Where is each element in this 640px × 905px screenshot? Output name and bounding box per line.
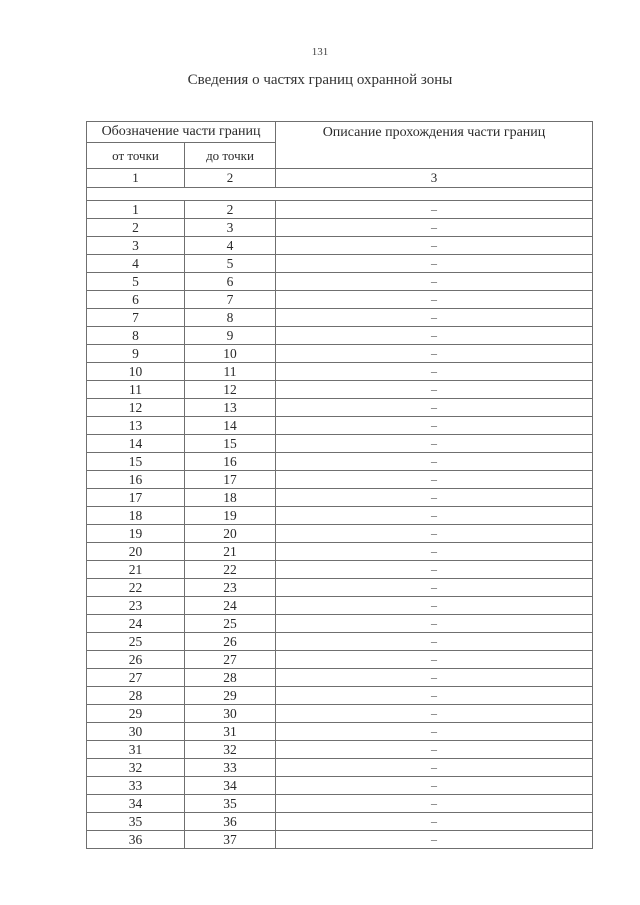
to-point-cell: 34 xyxy=(185,777,276,795)
table-row xyxy=(87,813,593,831)
to-point-cell: 12 xyxy=(185,381,276,399)
table-row xyxy=(87,273,593,291)
table-row xyxy=(87,615,593,633)
from-point-cell: 11 xyxy=(87,381,185,399)
from-point-cell: 17 xyxy=(87,489,185,507)
description-cell: – xyxy=(276,273,593,291)
description-cell: – xyxy=(276,381,593,399)
header-description: Описание прохождения части границ xyxy=(276,122,593,169)
table-row xyxy=(87,777,593,795)
table-row xyxy=(87,687,593,705)
description-cell: – xyxy=(276,489,593,507)
to-point-cell: 31 xyxy=(185,723,276,741)
description-cell: – xyxy=(276,435,593,453)
to-point-cell: 18 xyxy=(185,489,276,507)
table-row xyxy=(87,525,593,543)
table-row xyxy=(87,201,593,219)
table-row xyxy=(87,579,593,597)
column-number-row xyxy=(87,169,593,188)
header-part-designation: Обозначение части границ xyxy=(87,122,276,143)
table-row xyxy=(87,255,593,273)
description-cell: – xyxy=(276,615,593,633)
from-point-cell: 23 xyxy=(87,597,185,615)
to-point-cell: 17 xyxy=(185,471,276,489)
from-point-cell: 5 xyxy=(87,273,185,291)
description-cell: – xyxy=(276,327,593,345)
from-point-cell: 26 xyxy=(87,651,185,669)
table-row xyxy=(87,453,593,471)
to-point-cell: 7 xyxy=(185,291,276,309)
spacer-cell xyxy=(87,188,593,201)
to-point-cell: 6 xyxy=(185,273,276,291)
table-row xyxy=(87,345,593,363)
to-point-cell: 22 xyxy=(185,561,276,579)
description-cell: – xyxy=(276,255,593,273)
table-row xyxy=(87,471,593,489)
description-cell: – xyxy=(276,831,593,849)
to-point-cell: 11 xyxy=(185,363,276,381)
from-point-cell: 10 xyxy=(87,363,185,381)
to-point-cell: 3 xyxy=(185,219,276,237)
from-point-cell: 14 xyxy=(87,435,185,453)
from-point-cell: 16 xyxy=(87,471,185,489)
table-row xyxy=(87,831,593,849)
description-cell: – xyxy=(276,543,593,561)
from-point-cell: 15 xyxy=(87,453,185,471)
to-point-cell: 20 xyxy=(185,525,276,543)
from-point-cell: 6 xyxy=(87,291,185,309)
column-number-2: 2 xyxy=(185,169,276,188)
description-cell: – xyxy=(276,705,593,723)
description-cell: – xyxy=(276,399,593,417)
to-point-cell: 23 xyxy=(185,579,276,597)
description-cell: – xyxy=(276,237,593,255)
from-point-cell: 13 xyxy=(87,417,185,435)
from-point-cell: 7 xyxy=(87,309,185,327)
from-point-cell: 18 xyxy=(87,507,185,525)
table-row xyxy=(87,561,593,579)
from-point-cell: 22 xyxy=(87,579,185,597)
table-row xyxy=(87,219,593,237)
table-row xyxy=(87,309,593,327)
to-point-cell: 14 xyxy=(185,417,276,435)
table-row xyxy=(87,669,593,687)
description-cell: – xyxy=(276,417,593,435)
description-cell: – xyxy=(276,633,593,651)
description-cell: – xyxy=(276,651,593,669)
table-row xyxy=(87,597,593,615)
description-cell: – xyxy=(276,723,593,741)
from-point-cell: 9 xyxy=(87,345,185,363)
table-row xyxy=(87,651,593,669)
to-point-cell: 21 xyxy=(185,543,276,561)
to-point-cell: 25 xyxy=(185,615,276,633)
description-cell: – xyxy=(276,291,593,309)
description-cell: – xyxy=(276,687,593,705)
table-row xyxy=(87,741,593,759)
to-point-cell: 4 xyxy=(185,237,276,255)
document-title: Сведения о частях границ охранной зоны xyxy=(187,72,453,88)
description-cell: – xyxy=(276,345,593,363)
to-point-cell: 13 xyxy=(185,399,276,417)
description-cell: – xyxy=(276,561,593,579)
from-point-cell: 25 xyxy=(87,633,185,651)
header-row-group xyxy=(87,122,593,143)
to-point-cell: 24 xyxy=(185,597,276,615)
from-point-cell: 24 xyxy=(87,615,185,633)
description-cell: – xyxy=(276,201,593,219)
table-row xyxy=(87,327,593,345)
from-point-cell: 20 xyxy=(87,543,185,561)
table-row xyxy=(87,543,593,561)
table-row xyxy=(87,381,593,399)
table-row xyxy=(87,417,593,435)
table-row xyxy=(87,633,593,651)
table-row xyxy=(87,237,593,255)
to-point-cell: 36 xyxy=(185,813,276,831)
to-point-cell: 16 xyxy=(185,453,276,471)
description-cell: – xyxy=(276,597,593,615)
description-cell: – xyxy=(276,219,593,237)
to-point-cell: 8 xyxy=(185,309,276,327)
spacer-row xyxy=(87,188,593,201)
to-point-cell: 15 xyxy=(185,435,276,453)
from-point-cell: 35 xyxy=(87,813,185,831)
table-row xyxy=(87,363,593,381)
table-row xyxy=(87,435,593,453)
header-to-point: до точки xyxy=(185,143,276,169)
table-row xyxy=(87,759,593,777)
to-point-cell: 33 xyxy=(185,759,276,777)
description-cell: – xyxy=(276,363,593,381)
description-cell: – xyxy=(276,579,593,597)
from-point-cell: 3 xyxy=(87,237,185,255)
to-point-cell: 2 xyxy=(185,201,276,219)
description-cell: – xyxy=(276,309,593,327)
description-cell: – xyxy=(276,525,593,543)
from-point-cell: 28 xyxy=(87,687,185,705)
table-row xyxy=(87,705,593,723)
column-number-3: 3 xyxy=(276,169,593,188)
table-row xyxy=(87,489,593,507)
column-number-1: 1 xyxy=(87,169,185,188)
table-row xyxy=(87,507,593,525)
from-point-cell: 36 xyxy=(87,831,185,849)
from-point-cell: 27 xyxy=(87,669,185,687)
to-point-cell: 30 xyxy=(185,705,276,723)
from-point-cell: 29 xyxy=(87,705,185,723)
from-point-cell: 32 xyxy=(87,759,185,777)
header-from-point: от точки xyxy=(87,143,185,169)
from-point-cell: 31 xyxy=(87,741,185,759)
description-cell: – xyxy=(276,741,593,759)
description-cell: – xyxy=(276,669,593,687)
from-point-cell: 4 xyxy=(87,255,185,273)
to-point-cell: 27 xyxy=(185,651,276,669)
description-cell: – xyxy=(276,507,593,525)
page-number: 131 xyxy=(311,46,329,58)
description-cell: – xyxy=(276,759,593,777)
from-point-cell: 1 xyxy=(87,201,185,219)
description-cell: – xyxy=(276,777,593,795)
table-row xyxy=(87,795,593,813)
to-point-cell: 35 xyxy=(185,795,276,813)
to-point-cell: 37 xyxy=(185,831,276,849)
description-cell: – xyxy=(276,471,593,489)
description-cell: – xyxy=(276,813,593,831)
from-point-cell: 30 xyxy=(87,723,185,741)
from-point-cell: 21 xyxy=(87,561,185,579)
description-cell: – xyxy=(276,453,593,471)
table-row xyxy=(87,723,593,741)
from-point-cell: 8 xyxy=(87,327,185,345)
from-point-cell: 2 xyxy=(87,219,185,237)
from-point-cell: 33 xyxy=(87,777,185,795)
from-point-cell: 34 xyxy=(87,795,185,813)
table-row xyxy=(87,291,593,309)
table-row xyxy=(87,399,593,417)
description-cell: – xyxy=(276,795,593,813)
from-point-cell: 12 xyxy=(87,399,185,417)
boundary-parts-table xyxy=(86,121,593,849)
to-point-cell: 29 xyxy=(185,687,276,705)
to-point-cell: 19 xyxy=(185,507,276,525)
to-point-cell: 9 xyxy=(185,327,276,345)
to-point-cell: 5 xyxy=(185,255,276,273)
to-point-cell: 28 xyxy=(185,669,276,687)
to-point-cell: 32 xyxy=(185,741,276,759)
to-point-cell: 26 xyxy=(185,633,276,651)
from-point-cell: 19 xyxy=(87,525,185,543)
to-point-cell: 10 xyxy=(185,345,276,363)
